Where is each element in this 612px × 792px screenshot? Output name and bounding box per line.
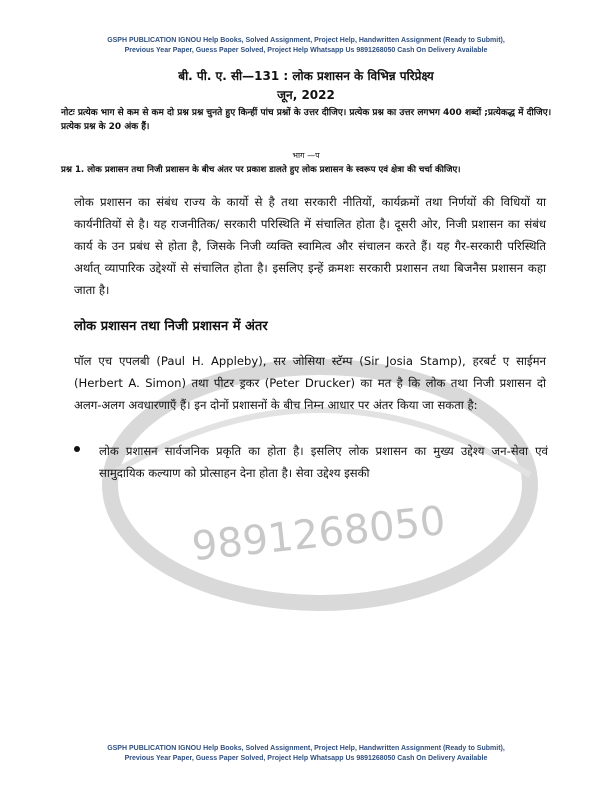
footer-line-2: Previous Year Paper, Guess Paper Solved, Project Help Whatsapp Us 9891268050 Cash On Delivery Available: [124, 755, 488, 762]
page-footer: [40, 744, 572, 764]
question-text: प्रश्न 1. लोक प्रशासन तथा निजी प्रशासन के बीच अंतर पर प्रकाश डालते हुए लोक प्रशासन के स्वरूप एवं क्षेत्रा की चर्चा कीजिए।: [61, 165, 461, 175]
bullet-text: लोक प्रशासन सार्वजनिक प्रकृति का होता है। इसलिए लोक प्रशासन का मुख्य उद्देश्य जन-सेवा एवं सामुदायिक कल्याण को प्रोत्साहन देना होता है। सेवा उद्देश्य इसकी: [99, 444, 548, 480]
page-title: बी. पी. ए. सी—131 : लोक प्रशासन के विभिन्न परिप्रेक्ष्य: [178, 69, 434, 83]
watermark-number: 9891268050: [189, 497, 448, 571]
section-heading: लोक प्रशासन तथा निजी प्रशासन में अंतर: [74, 319, 268, 334]
exam-date: जून, 2022: [277, 88, 335, 102]
part-label: भाग —प: [292, 151, 320, 160]
page-header: [40, 36, 572, 56]
answer-paragraph-2: पॉल एच एपलबी (Paul H. Appleby), सर जोसिया स्टॅम्प (Sir Josia Stamp), हरबर्ट ए साईमन (Herbert A. Simon) तथा पीटर ड्रकर (Peter Drucker) का मत है कि लोक तथा निजी प्रशासन दो अलग-अलग अवधारणाएँ हैं। इन दोनों प्रशासनों के बीच निम्न आधार पर अंतर किया जा सकता है:: [74, 354, 546, 412]
bullet-icon: [74, 446, 80, 452]
footer-line-1: GSPH PUBLICATION IGNOU Help Books, Solved Assignment, Project Help, Handwritten Assignment (Ready to Submit),: [107, 745, 505, 752]
exam-note: नोटः प्रत्येक भाग से कम से कम दो प्रश्न प्रश्न चुनते हुए किन्हीं पांच प्रश्नों के उत्तर दीजिए। प्रत्येक प्रश्न का उत्तर लगभग 400 शब्दों ;प्रत्येकद्ध में दीजिए। प्रत्येक प्रश्न के 20 अंक हैं।: [61, 108, 552, 132]
header-line-1: GSPH PUBLICATION IGNOU Help Books, Solved Assignment, Project Help, Handwritten Assignment (Ready to Submit),: [107, 37, 505, 44]
answer-paragraph-1: लोक प्रशासन का संबंध राज्य के कार्यो से है तथा सरकारी नीतियों, कार्यक्रमों तथा निर्णयों की विधियों या कार्यनीतियों से है। यह राजनीतिक/ सरकारी परिस्थिति में संचालित होता है। दूसरी ओर, निजी प्रशासन का संबंध कार्य के उन प्रबंध से होता है, जिसके निजी व्यक्ति स्वामित्व और संचालन करते हैं। यह गैर-सरकारी परिस्थिति अर्थात् व्यापारिक उद्देश्यों से संचालित होता है। इसलिए इन्हें क्रमशः सरकारी प्रशासन तथा बिजनैस प्रशासन कहा जाता है।: [74, 195, 546, 297]
header-line-2: Previous Year Paper, Guess Paper Solved, Project Help Whatsapp Us 9891268050 Cash On Delivery Available: [124, 47, 488, 54]
